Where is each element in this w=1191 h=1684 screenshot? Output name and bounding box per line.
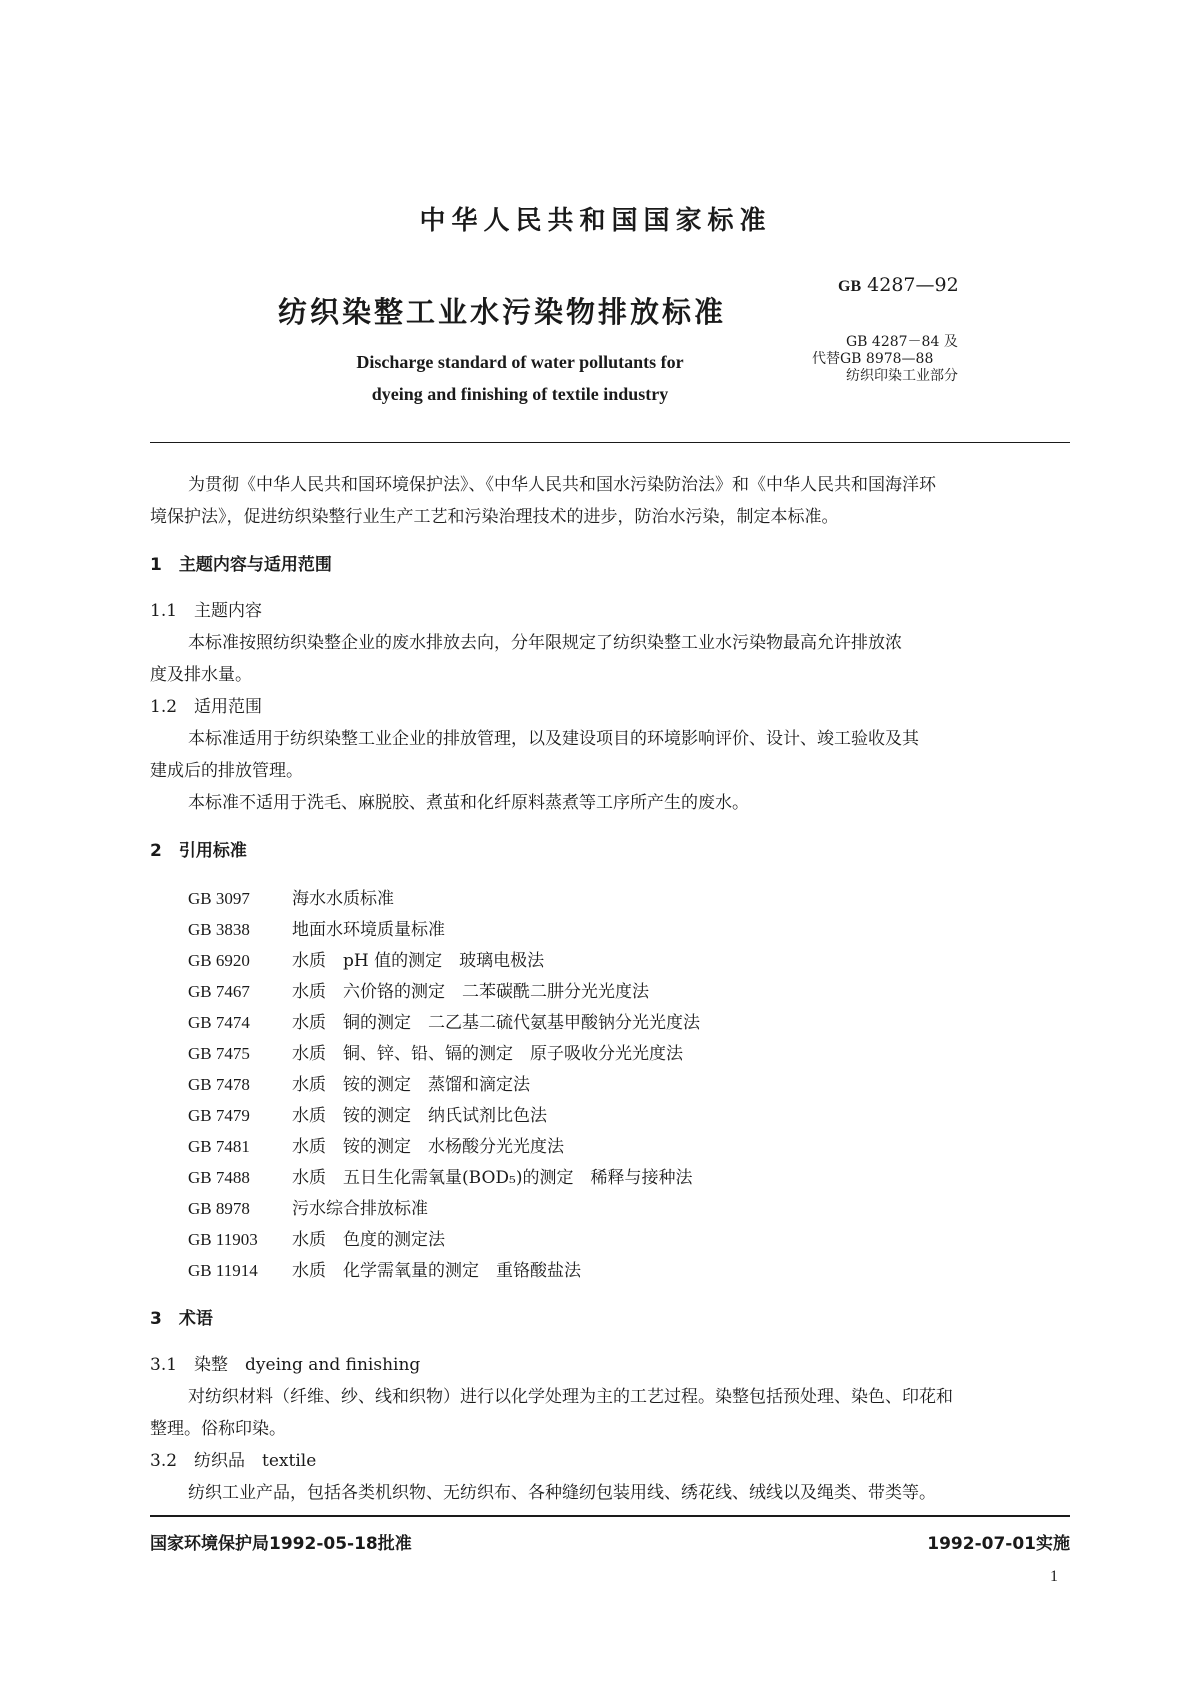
reference-title: 水质 pH 值的测定 玻璃电极法 [292,951,545,971]
reference-item [188,946,544,971]
reference-title: 地面水环境质量标准 [292,920,445,940]
section11-heading: 1.1 主题内容 [150,601,263,621]
standard-code-prefix: GB [838,278,862,295]
approval-date: 国家环境保护局1992-05-18批准 [150,1534,412,1554]
national-standard-heading: 中华人民共和国国家标准 [419,206,772,236]
reference-item [188,1194,428,1219]
reference-item [188,977,649,1002]
reference-title: 水质 铵的测定 水杨酸分光光度法 [292,1137,564,1157]
section3-heading: 3 术语 [150,1309,213,1329]
section11-line1: 本标准按照纺织染整企业的废水排放去向，分年限规定了纺织染整工业水污染物最高允许排放浓 [188,633,902,653]
standard-title-en-line1: Discharge standard of water pollutants for [356,352,684,372]
section32-heading: 3.2 纺织品 textile [150,1451,317,1471]
reference-code: GB 7488 [188,1168,250,1187]
reference-item [188,915,445,940]
reference-code: GB 3097 [188,889,250,908]
reference-code: GB 11914 [188,1261,258,1280]
reference-title: 水质 化学需氧量的测定 重铬酸盐法 [292,1261,581,1281]
section11-line2: 度及排水量。 [150,665,252,685]
section12-heading: 1.2 适用范围 [150,697,263,717]
standard-title-en-line2: dyeing and finishing of textile industry [371,384,669,404]
reference-item [188,1070,530,1095]
reference-title: 水质 铵的测定 蒸馏和滴定法 [292,1075,530,1095]
section12-line3: 本标准不适用于洗毛、麻脱胶、煮茧和化纤原料蒸煮等工序所产生的废水。 [188,793,749,813]
reference-code: GB 3838 [188,920,250,939]
reference-title: 海水水质标准 [292,889,394,909]
reference-code: GB 7479 [188,1106,250,1125]
section12-line1: 本标准适用于纺织染整工业企业的排放管理，以及建设项目的环境影响评价、设计、竣工验收及其 [188,729,919,749]
reference-item [188,1132,564,1157]
reference-title: 水质 六价铬的测定 二苯碳酰二肼分光光度法 [292,982,649,1002]
section32-line1: 纺织工业产品，包括各类机织物、无纺织布、各种缝纫包装用线、绣花线、绒线以及绳类、带类等。 [188,1483,936,1503]
section12-line2: 建成后的排放管理。 [150,761,303,781]
reference-item [188,1039,683,1064]
reference-code: GB 7467 [188,982,250,1001]
page-number: 1 [1050,1568,1058,1585]
standard-title-cn: 纺织染整工业水污染物排放标准 [278,295,727,329]
intro-line1: 为贯彻《中华人民共和国环境保护法》、《中华人民共和国水污染防治法》和《中华人民共和国海洋环 [188,475,936,495]
reference-code: GB 7475 [188,1044,250,1063]
reference-code: GB 7481 [188,1137,250,1156]
section31-line1: 对纺织材料（纤维、纱、线和织物）进行以化学处理为主的工艺过程。染整包括预处理、染色、印花和 [188,1387,953,1407]
replace-line2: GB 8978—88 [840,351,934,367]
reference-title: 水质 铜、锌、铅、镉的测定 原子吸收分光光度法 [292,1044,683,1064]
replace-block [812,351,933,368]
reference-title: 水质 铜的测定 二乙基二硫代氨基甲酸钠分光光度法 [292,1013,700,1033]
reference-item [188,1101,547,1126]
reference-title: 水质 铵的测定 纳氏试剂比色法 [292,1106,547,1126]
reference-code: GB 8978 [188,1199,250,1218]
section2-heading: 2 引用标准 [150,841,247,861]
replace-line1: GB 4287－84 及 [846,334,958,350]
reference-code: GB 11903 [188,1230,258,1249]
reference-item [188,1008,700,1033]
standard-code-number: 4287—92 [867,274,959,296]
replace-line3: 纺织印染工业部分 [846,368,958,384]
reference-code: GB 7478 [188,1075,250,1094]
reference-item [188,1256,581,1281]
footer-divider [150,1515,1070,1517]
reference-title: 水质 五日生化需氧量(BOD₅)的测定 稀释与接种法 [292,1168,693,1188]
reference-title: 水质 色度的测定法 [292,1230,445,1250]
effective-date: 1992-07-01实施 [927,1534,1070,1554]
section31-heading: 3.1 染整 dyeing and finishing [150,1355,421,1375]
reference-item [188,1225,445,1250]
reference-title: 污水综合排放标准 [292,1199,428,1219]
standard-code [838,274,959,296]
section1-heading: 1 主题内容与适用范围 [150,555,332,575]
replace-label: 代替 [812,351,840,367]
reference-code: GB 6920 [188,951,250,970]
reference-code: GB 7474 [188,1013,250,1032]
reference-item [188,884,394,909]
intro-line2: 境保护法》，促进纺织染整行业生产工艺和污染治理技术的进步，防治水污染，制定本标准。 [150,507,839,527]
section31-line2: 整理。俗称印染。 [150,1419,286,1439]
header-divider [150,442,1070,443]
reference-item [188,1163,692,1188]
